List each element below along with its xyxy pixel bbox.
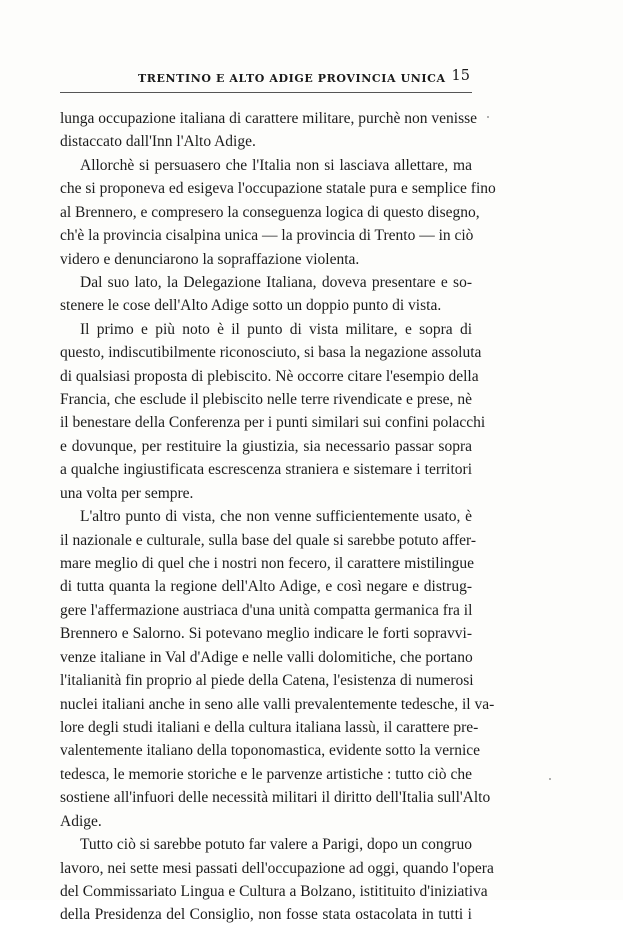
text-line: venze italiane in Val d'Adige e nelle valli dolomitiche, che portano <box>60 648 473 666</box>
text-line: tedesca, le memorie storiche e le parvenze artistiche : tutto ciò che <box>60 765 472 783</box>
text-line: valentemente italiano della toponomastica, evidente sotto la vernice <box>60 742 481 760</box>
text-line: lore degli studi italiani e della cultura italiana lassù, il carattere pre- <box>60 718 479 736</box>
text-line: mare meglio di quel che i nostri non fecero, il carattere mistilingue <box>60 555 475 573</box>
text-line: Brennero e Salorno. Si potevano meglio indicare le forti sopravvi- <box>60 625 472 643</box>
text-line: a qualche ingiustificata escrescenza straniera e sistemare i territori <box>60 461 472 479</box>
text-line: distaccato dall'Inn l'Alto Adige. <box>60 133 256 151</box>
text-line: questo, indiscutibilmente riconosciuto, si basa la negazione assoluta <box>60 344 482 362</box>
text-line: Allorchè si persuasero che l'Italia non si lasciava allettare, ma <box>80 156 472 174</box>
text-line: l'italianità fin proprio al piede della Catena, l'esistenza di numerosi <box>60 672 474 690</box>
text-line: lavoro, nei sette mesi passati dell'occupazione ad oggi, quando l'opera <box>60 859 494 877</box>
text-line: una volta per sempre. <box>60 484 194 502</box>
text-line: L'altro punto di vista, che non venne sufficientemente usato, è <box>80 508 472 526</box>
text-line: videro e denunciarono la sopraffazione violenta. <box>60 250 360 268</box>
text-line: gere l'affermazione austriaca d'una unità compatta germanica fra il <box>60 601 473 619</box>
text-line: di qualsiasi proposta di plebiscito. Nè occorre citare l'esempio della <box>60 367 479 385</box>
text-line: stenere le cose dell'Alto Adige sotto un doppio punto di vista. <box>60 297 442 315</box>
text-line: il benestare della Conferenza per i punti similari sui confini polacchi <box>60 414 486 432</box>
text-line: al Brennero, e compresero la conseguenza logica di questo disegno, <box>60 203 480 221</box>
text-line: Il primo e più noto è il punto di vista militare, e sopra di <box>80 320 472 338</box>
text-line: Dal suo lato, la Delegazione Italiana, doveva presentare e so- <box>80 273 472 291</box>
text-line: Adige. <box>60 812 102 830</box>
text-line: nuclei italiani anche in seno alle valli prevalentemente tedesche, il va- <box>60 695 495 713</box>
page-header <box>60 66 472 93</box>
running-title: TRENTINO E ALTO ADIGE PROVINCIA UNICA <box>138 72 446 85</box>
body-text <box>60 107 496 927</box>
text-line: che si proponeva ed esigeva l'occupazione statale pura e semplice fino <box>60 180 496 198</box>
text-line: lunga occupazione italiana di carattere militare, purchè non venisse <box>60 110 478 127</box>
text-line: ch'è la provincia cisalpina unica — la provincia di Trento — in ciò <box>60 227 474 245</box>
text-line: di tutta quanta la regione dell'Alto Adige, e così negare e distrug- <box>60 578 472 596</box>
page-number: 15 <box>451 68 470 84</box>
text-line: Francia, che esclude il plebiscito nelle terre rivendicate e prese, nè <box>60 391 472 409</box>
text-line: e dovunque, per restituire la giustizia, sia necessario passar sopra <box>60 437 472 455</box>
paper-speck <box>549 778 551 780</box>
text-line: della Presidenza del Consiglio, non fosse stata ostacolata in tutti i <box>60 906 472 924</box>
text-line: sostiene all'infuori delle necessità militari il diritto dell'Italia sull'Alto <box>60 789 491 807</box>
paper-speck <box>487 116 489 118</box>
text-line: il nazionale e culturale, sulla base del quale si sarebbe potuto affer- <box>60 531 477 549</box>
text-line: Tutto ciò si sarebbe potuto far valere a Parigi, dopo un congruo <box>80 836 473 854</box>
text-line: del Commissariato Lingua e Cultura a Bolzano, istitituito d'iniziativa <box>60 882 488 900</box>
